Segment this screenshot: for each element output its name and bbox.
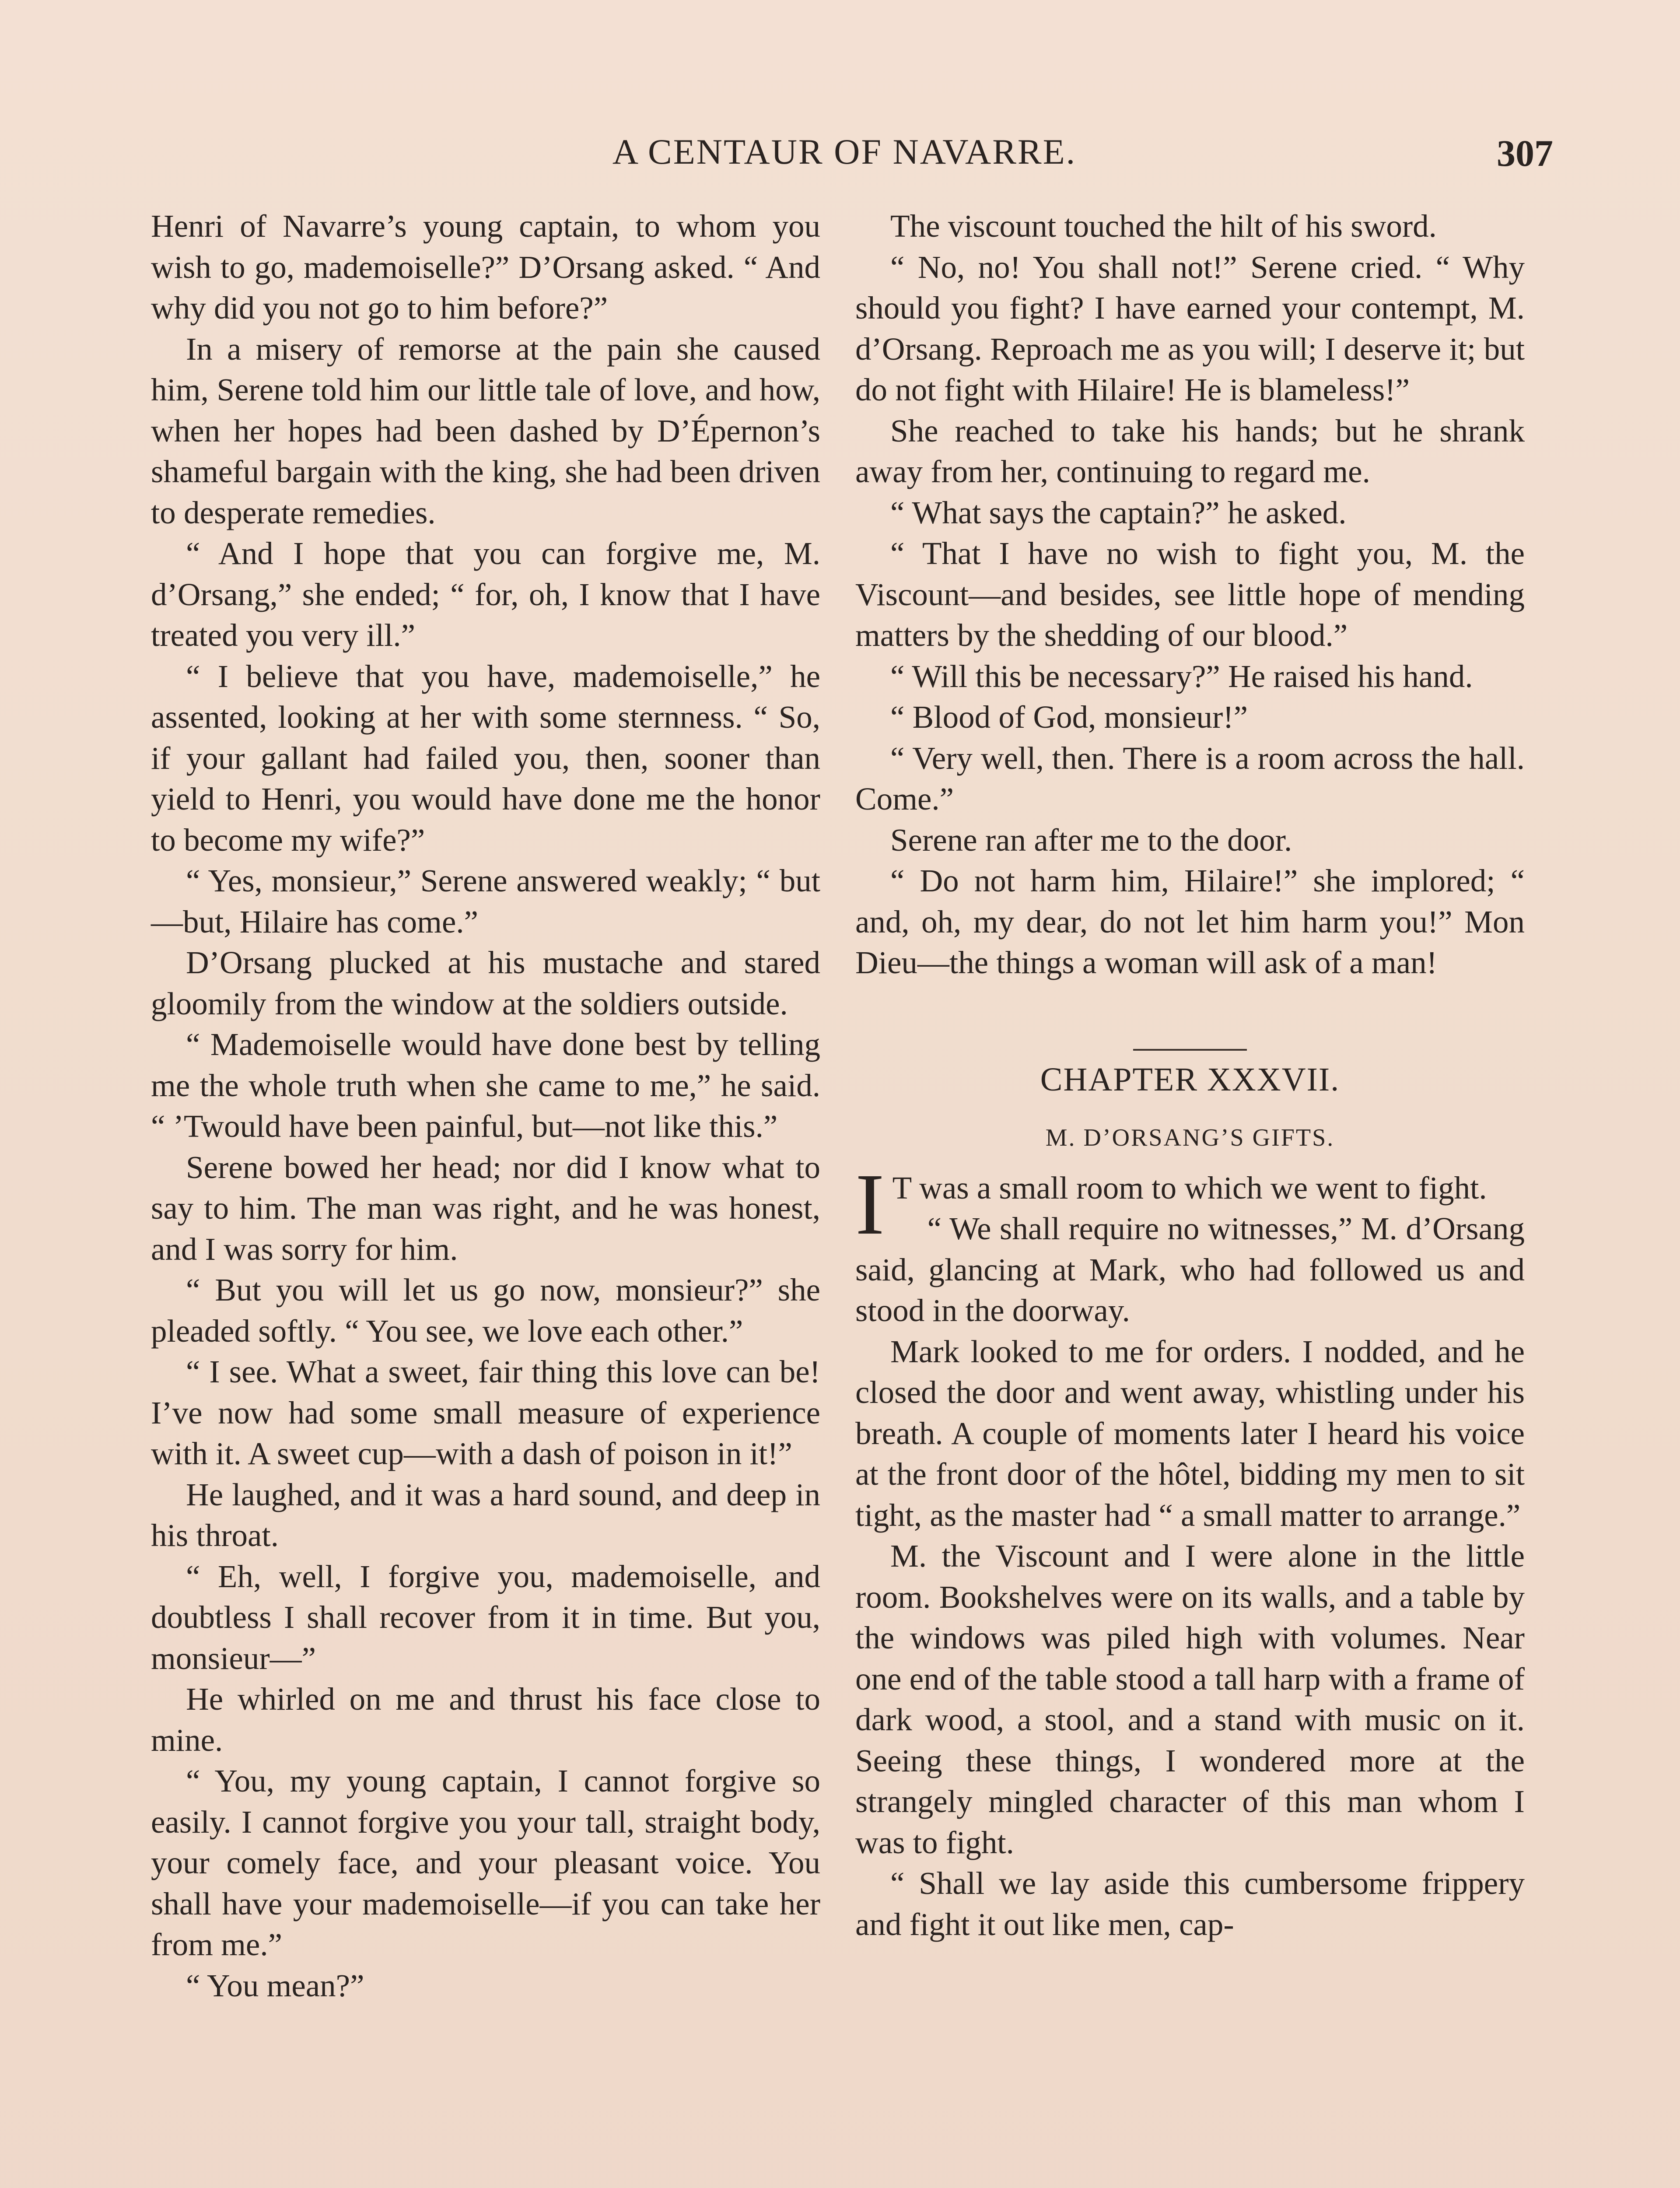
paragraph: “ Very well, then. There is a room across the hall. Come.” [855, 740, 1525, 817]
chapter-title: CHAPTER XXXVII. [1040, 1061, 1340, 1098]
paragraph: “ That I have no wish to fight you, M. the Viscount—and besides, see little hope of mending matters by the shedding of our blood.” [855, 536, 1525, 653]
paragraph: “ Do not harm him, Hilaire!” she implored; “ and, oh, my dear, do not let him harm you!” Mon Dieu—the things a woman will ask of a man! [855, 863, 1525, 980]
page-number: 307 [1497, 132, 1553, 174]
left-column [151, 206, 820, 2006]
paragraph: “ Blood of God, monsieur!” [890, 699, 1248, 735]
right-column [855, 206, 1525, 1945]
paragraph: Henri of Navarre’s young captain, to whom you wish to go, mademoiselle?” D’Orsang asked. “ And why did you not go to him before?” [151, 208, 820, 326]
paragraph: “ Mademoiselle would have done best by telling me the whole truth when she came to me,” he said. “ ’Twould have been painful, but—not like this.” [151, 1027, 820, 1144]
paragraph: Serene bowed her head; nor did I know what to say to him. The man was right, and he was honest, and I was sorry for him. [151, 1149, 820, 1267]
paragraph: “ I see. What a sweet, fair thing this love can be! I’ve now had some small measure of experience with it. A sweet cup—with a dash of poison in it!” [151, 1354, 820, 1471]
paragraph: She reached to take his hands; but he shrank away from her, continuing to regard me. [855, 413, 1525, 489]
running-title: A CENTAUR OF NAVARRE. [612, 132, 1077, 172]
paragraph: D’Orsang plucked at his mustache and stared gloomily from the window at the soldiers outside. [151, 945, 820, 1021]
running-head [144, 131, 1553, 179]
paragraph: M. the Viscount and I were alone in the little room. Bookshelves were on its walls, and a table by the windows was piled high with volumes. Near one end of the table stood a tall harp with a frame of dark wood, a stool, and a stand with music on it. Seeing these things, I wondered more at the strangely mingled character of this man whom I was to fight. [855, 1538, 1525, 1860]
drop-cap: I [855, 1156, 885, 1253]
paragraph: The viscount touched the hilt of his sword. [890, 208, 1437, 244]
paragraph: “ Shall we lay aside this cumbersome frippery and fight it out like men, cap- [855, 1865, 1525, 1942]
paragraph: “ You mean?” [186, 1967, 364, 2003]
chapter-subtitle: M. D’ORSANG’S GIFTS. [1045, 1124, 1335, 1151]
opening-text: T was a small room to which we went to fight. [892, 1170, 1487, 1206]
paragraph: “ No, no! You shall not!” Serene cried. “ Why should you fight? I have earned your contempt, M. d’Orsang. Reproach me as you will; I deserve it; but do not fight with Hilaire! He is blameless!” [855, 249, 1525, 407]
paragraph: “ But you will let us go now, monsieur?” she pleaded softly. “ You see, we love each other.” [151, 1272, 820, 1349]
paragraph: “ You, my young captain, I cannot forgive so easily. I cannot forgive you your tall, straight body, your comely face, and your pleasant voice. You shall have your mademoiselle—if you can take her from me.” [151, 1763, 820, 1962]
paragraph: He laughed, and it was a hard sound, and deep in his throat. [151, 1476, 820, 1553]
paragraph: “ And I hope that you can forgive me, M. d’Orsang,” she ended; “ for, oh, I know that I have treated you very ill.” [151, 536, 820, 653]
paragraph: “ Will this be necessary?” He raised his hand. [890, 658, 1473, 694]
paragraph: “ I believe that you have, mademoiselle,” he assented, looking at her with some sternness. “ So, if your gallant had failed you, then, sooner than yield to Henri, you would have done me the honor to become my wife?” [151, 658, 820, 858]
paragraph: “ What says the captain?” he asked. [890, 494, 1347, 530]
paragraph: In a misery of remorse at the pain she caused him, Serene told him our little tale of love, and how, when her hopes had been dashed by D’Épernon’s shameful bargain with the king, she had been driven to desperate remedies. [151, 331, 820, 530]
paragraph: “ We shall require no witnesses,” M. d’Orsang said, glancing at Mark, who had followed us and stood in the doorway. [855, 1211, 1525, 1328]
paragraph: He whirled on me and thrust his face close to mine. [151, 1681, 820, 1758]
paragraph: “ Eh, well, I forgive you, mademoiselle, and doubtless I shall recover from it in time. But you, monsieur—” [151, 1558, 820, 1676]
chapter-opening-paragraph [855, 1156, 1525, 1253]
chapter-divider [1133, 1049, 1247, 1051]
paragraph: “ Yes, monsieur,” Serene answered weakly; “ but—but, Hilaire has come.” [151, 863, 820, 940]
paragraph: Mark looked to me for orders. I nodded, and he closed the door and went away, whistling under his breath. A couple of moments later I heard his voice at the front door of the hôtel, bidding my men to sit tight, as the master had “ a small matter to arrange.” [855, 1333, 1525, 1533]
paragraph: Serene ran after me to the door. [890, 822, 1292, 858]
